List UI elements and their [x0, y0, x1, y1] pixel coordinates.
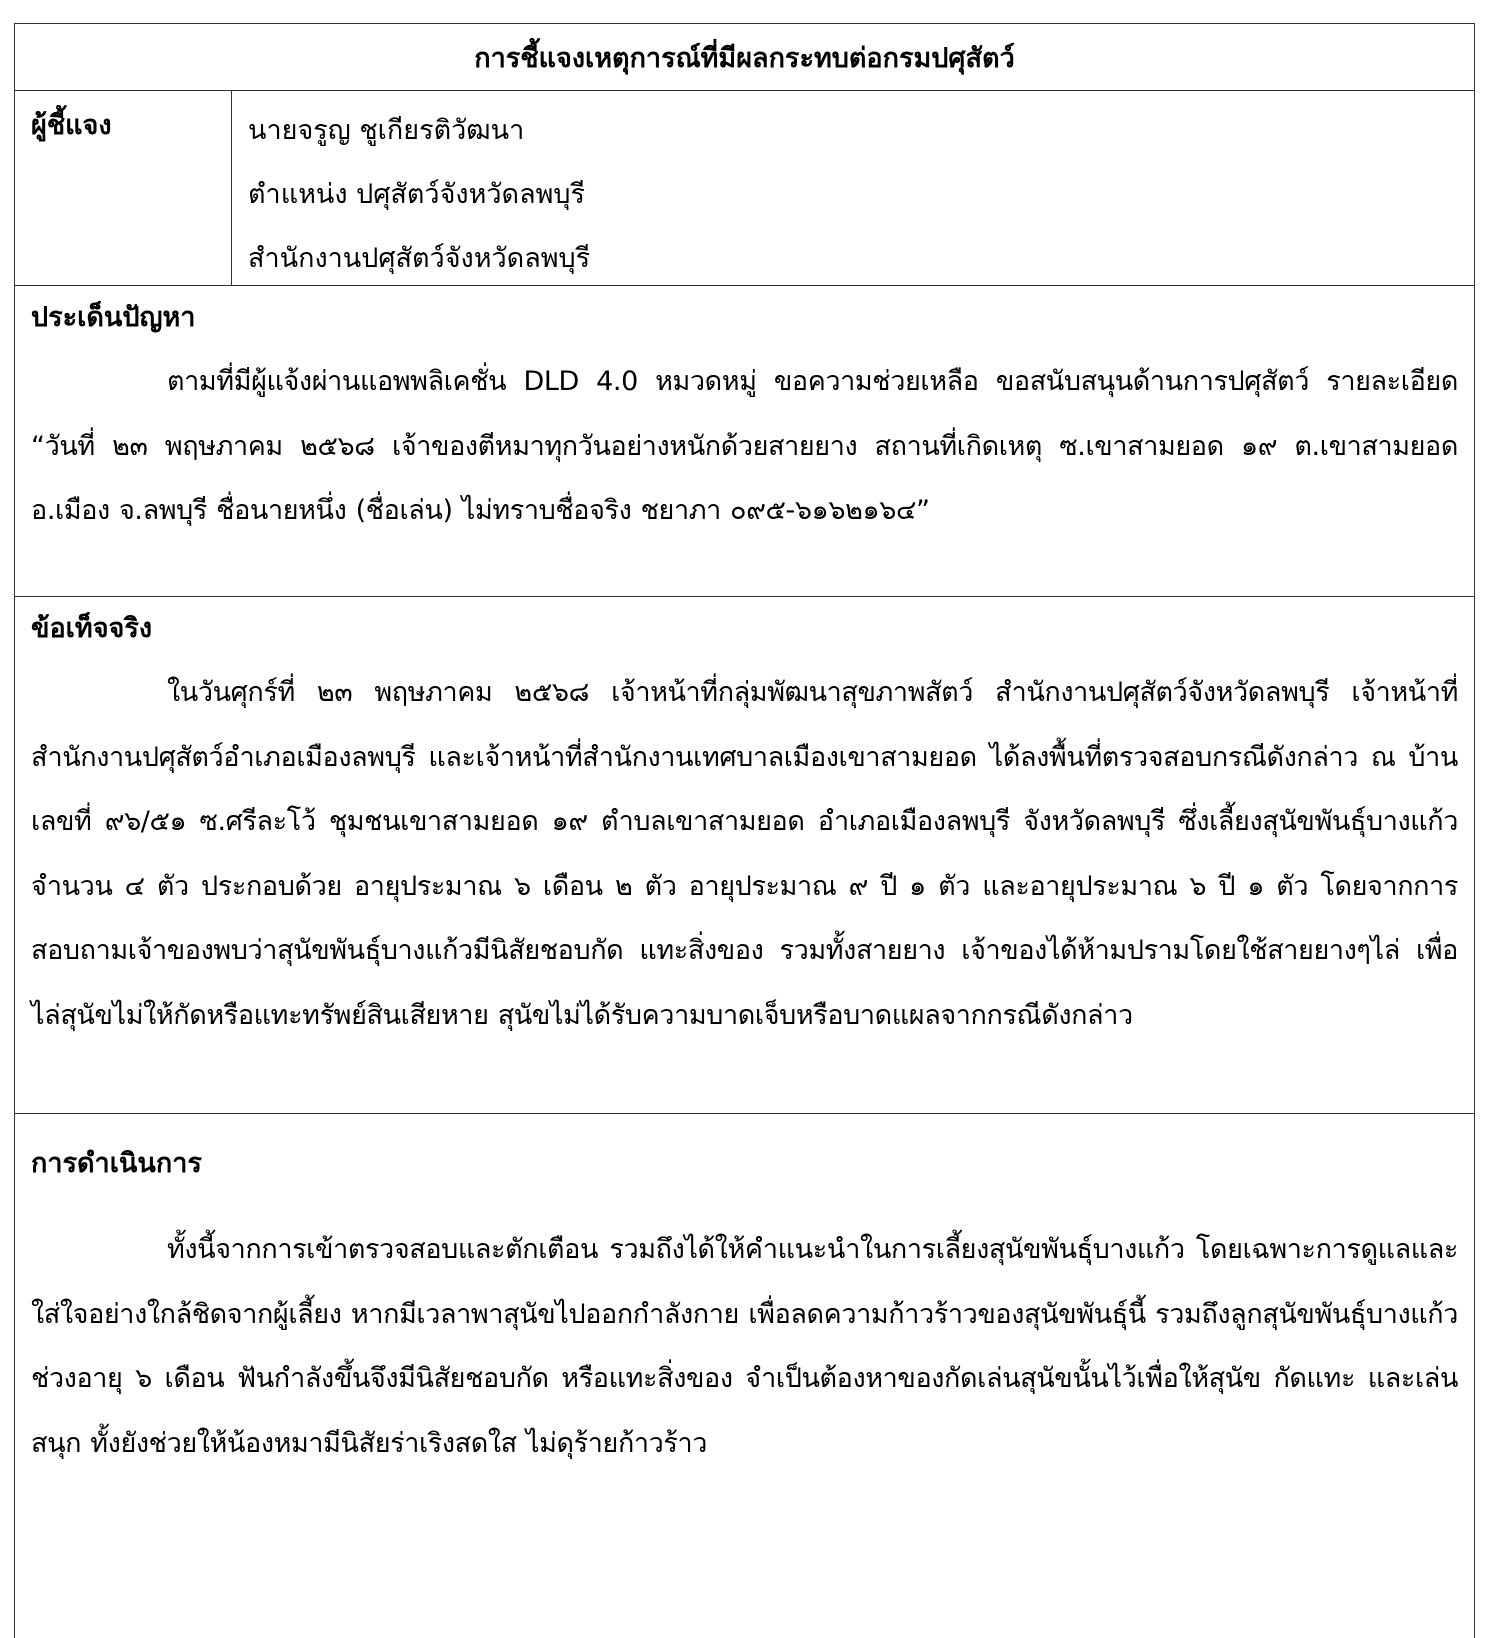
report-table [14, 23, 1475, 1638]
facts-body: ในวันศุกร์ที่ ๒๓ พฤษภาคม ๒๕๖๘ เจ้าหน้าที่กลุ่มพัฒนาสุขภาพสัตว์ สำนักงานปศุสัตว์จังหวัดลพบุรี เจ้าหน้าที่สำนักงานปศุสัตว์อำเภอเมืองลพบุรี และเจ้าหน้าที่สำนักงานเทศบาลเมืองเขาสามยอด ได้ลงพื้นที่ตรวจสอบกรณีดังกล่าว ณ บ้านเลขที่ ๙๖/๕๑ ซ.ศรีละโว้ ชุมชนเขาสามยอด ๑๙ ตำบลเขาสามยอด อำเภอเมืองลพบุรี จังหวัดลพบุรี ซึ่งเลี้ยงสุนัขพันธุ์บางแก้ว จำนวน ๔ ตัว ประกอบด้วย อายุประมาณ ๖ เดือน ๒ ตัว อายุประมาณ ๙ ปี ๑ ตัว และอายุประมาณ ๖ ปี ๑ ตัว โดยจากการสอบถามเจ้าของพบว่าสุนัขพันธุ์บางแก้วมีนิสัยชอบกัด แทะสิ่งของ รวมทั้งสายยาง เจ้าของได้ห้ามปรามโดยใช้สายยางๆไล่ เพื่อไล่สุนัขไม่ให้กัดหรือแทะทรัพย์สินเสียหาย สุนัขไม่ได้รับความบาดเจ็บหรือบาดแผลจากกรณีดังกล่าว [31, 677, 1458, 1031]
reporter-office: สำนักงานปศุสัตว์จังหวัดลพบุรี [248, 243, 591, 274]
reporter-row [15, 91, 1474, 286]
actions-section [15, 1132, 1474, 1638]
reporter-name: นายจรูญ ชูเกียรติวัฒนา [248, 115, 525, 146]
issue-body: ตามที่มีผู้แจ้งผ่านแอพพลิเคชั่น DLD 4.0 หมวดหมู่ ขอความช่วยเหลือ ขอสนับสนุนด้านการปศุสัตว์ รายละเอียด “วันที่ ๒๓ พฤษภาคม ๒๕๖๘ เจ้าของตีหมาทุกวันอย่างหนักด้วยสายยาง สถานที่เกิดเหตุ ซ.เขาสามยอด ๑๙ ต.เขาสามยอด อ.เมือง จ.ลพบุรี ชื่อนายหนึ่ง (ชื่อเล่น) ไม่ทราบชื่อจริง ชยาภา ๐๙๕-๖๑๖๒๑๖๔” [31, 366, 1458, 526]
issue-heading: ประเด็นปัญหา [31, 302, 196, 333]
facts-section [15, 597, 1474, 1114]
reporter-label: ผู้ชี้แจง [15, 91, 232, 285]
issue-section [15, 286, 1474, 597]
actions-body: ทั้งนี้จากการเข้าตรวจสอบและตักเตือน รวมถึงได้ให้คำแนะนำในการเลี้ยงสุนัขพันธุ์บางแก้ว โดยเฉพาะการดูแลและใส่ใจอย่างใกล้ชิดจากผู้เลี้ยง หากมีเวลาพาสุนัขไปออกกำลังกาย เพื่อลดความก้าวร้าวของสุนัขพันธุ์นี้ รวมถึงลูกสุนัขพันธุ์บางแก้วช่วงอายุ ๖ เดือน ฟันกำลังขึ้นจึงมีนิสัยชอบกัด หรือแทะสิ่งของ จำเป็นต้องหาของกัดเล่นสุนัขนั้นไว้เพื่อให้สุนัข กัดแทะ และเล่นสนุก ทั้งยังช่วยให้น้องหมามีนิสัยร่าเริงสดใส ไม่ดุร้ายก้าวร้าว [31, 1234, 1458, 1459]
document-title: การชี้แจงเหตุการณ์ที่มีผลกระทบต่อกรมปศุสัตว์ [15, 24, 1474, 91]
reporter-position: ตำแหน่ง ปศุสัตว์จังหวัดลพบุรี [248, 179, 586, 210]
facts-heading: ข้อเท็จจริง [31, 613, 153, 644]
reporter-details [232, 91, 1474, 285]
actions-heading: การดำเนินการ [31, 1148, 202, 1179]
